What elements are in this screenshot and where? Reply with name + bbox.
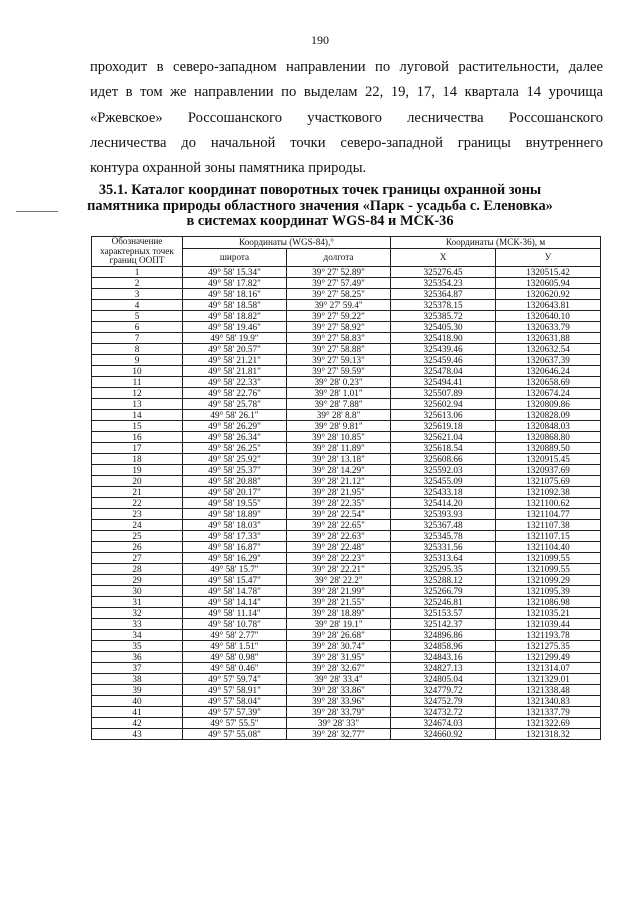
cell-latitude: 49° 58' 18.82" — [183, 310, 287, 321]
paragraph-line: лесничества до начальной точки северо-западной границы внутреннего — [90, 134, 603, 151]
cell-x: 324843.16 — [391, 651, 496, 662]
table-row — [92, 673, 601, 684]
cell-point-number: 8 — [92, 343, 183, 354]
table-row — [92, 310, 601, 321]
paragraph-line: «Ржевское» Россошанского участкового лесничества Россошанского — [90, 109, 603, 126]
cell-x: 325608.66 — [391, 453, 496, 464]
cell-longitude: 39° 28' 13.18" — [287, 453, 391, 464]
table-row — [92, 354, 601, 365]
cell-x: 325276.45 — [391, 266, 496, 277]
cell-x: 324732.72 — [391, 706, 496, 717]
paragraph-line: идет в том же направлении по выделам 22, 19, 17, 14 квартала 14 урочища — [90, 84, 603, 101]
cell-x: 325364.87 — [391, 288, 496, 299]
section-heading — [0, 183, 640, 230]
cell-point-number: 21 — [92, 486, 183, 497]
heading-line: 35.1. Каталог координат поворотных точек границы охранной зоны — [98, 182, 542, 198]
cell-latitude: 49° 58' 15.34" — [183, 266, 287, 277]
table-row — [92, 277, 601, 288]
cell-latitude: 49° 58' 26.29" — [183, 420, 287, 431]
cell-x: 325367.48 — [391, 519, 496, 530]
cell-x: 325618.54 — [391, 442, 496, 453]
cell-longitude: 39° 28' 18.89" — [287, 607, 391, 618]
cell-longitude: 39° 27' 57.49" — [287, 277, 391, 288]
cell-point-number: 28 — [92, 563, 183, 574]
cell-y: 1320640.10 — [496, 310, 601, 321]
cell-x: 325378.15 — [391, 299, 496, 310]
cell-point-number: 37 — [92, 662, 183, 673]
cell-latitude: 49° 58' 0.98" — [183, 651, 287, 662]
cell-point-number: 35 — [92, 640, 183, 651]
cell-y: 1321035.21 — [496, 607, 601, 618]
cell-point-number: 40 — [92, 695, 183, 706]
cell-y: 1321318.32 — [496, 728, 601, 739]
cell-x: 325455.09 — [391, 475, 496, 486]
cell-longitude: 39° 28' 7.88" — [287, 398, 391, 409]
cell-point-number: 1 — [92, 266, 183, 277]
cell-y: 1321107.15 — [496, 530, 601, 541]
cell-latitude: 49° 57' 58.04" — [183, 695, 287, 706]
table-row — [92, 519, 601, 530]
cell-longitude: 39° 28' 22.54" — [287, 508, 391, 519]
cell-longitude: 39° 28' 22.63" — [287, 530, 391, 541]
page-number: 190 — [311, 33, 329, 47]
cell-latitude: 49° 58' 20.17" — [183, 486, 287, 497]
cell-point-number: 10 — [92, 365, 183, 376]
cell-latitude: 49° 58' 18.89" — [183, 508, 287, 519]
cell-latitude: 49° 58' 1.51" — [183, 640, 287, 651]
cell-latitude: 49° 57' 59.74" — [183, 673, 287, 684]
cell-latitude: 49° 58' 19.9" — [183, 332, 287, 343]
cell-x: 325313.64 — [391, 552, 496, 563]
cell-y: 1320632.54 — [496, 343, 601, 354]
cell-x: 324779.72 — [391, 684, 496, 695]
cell-longitude: 39° 28' 26.68" — [287, 629, 391, 640]
table-row — [92, 288, 601, 299]
cell-x: 325592.03 — [391, 464, 496, 475]
cell-latitude: 49° 58' 2.77" — [183, 629, 287, 640]
heading-line: в системах координат WGS-84 и МСК-36 — [186, 213, 454, 229]
cell-y: 1321104.40 — [496, 541, 601, 552]
cell-latitude: 49° 58' 14.14" — [183, 596, 287, 607]
cell-latitude: 49° 58' 20.88" — [183, 475, 287, 486]
cell-longitude: 39° 27' 58.92" — [287, 321, 391, 332]
cell-longitude: 39° 28' 33.86" — [287, 684, 391, 695]
cell-point-number: 4 — [92, 299, 183, 310]
cell-point-number: 27 — [92, 552, 183, 563]
cell-x: 325418.90 — [391, 332, 496, 343]
cell-latitude: 49° 58' 26.1" — [183, 409, 287, 420]
cell-x: 325246.81 — [391, 596, 496, 607]
cell-point-number: 12 — [92, 387, 183, 398]
table-row — [92, 684, 601, 695]
cell-point-number: 9 — [92, 354, 183, 365]
cell-y: 1321099.55 — [496, 563, 601, 574]
cell-point-number: 5 — [92, 310, 183, 321]
table-row — [92, 475, 601, 486]
table-row — [92, 453, 601, 464]
cell-point-number: 20 — [92, 475, 183, 486]
cell-longitude: 39° 28' 1.01" — [287, 387, 391, 398]
cell-y: 1321329.01 — [496, 673, 601, 684]
cell-point-number: 19 — [92, 464, 183, 475]
cell-y: 1320915.45 — [496, 453, 601, 464]
cell-latitude: 49° 58' 19.46" — [183, 321, 287, 332]
table-row — [92, 607, 601, 618]
cell-latitude: 49° 58' 15.7" — [183, 563, 287, 574]
cell-y: 1321107.38 — [496, 519, 601, 530]
cell-longitude: 39° 28' 22.21" — [287, 563, 391, 574]
table-row — [92, 552, 601, 563]
cell-point-number: 41 — [92, 706, 183, 717]
cell-longitude: 39° 28' 21.55" — [287, 596, 391, 607]
cell-x: 325507.89 — [391, 387, 496, 398]
cell-latitude: 49° 58' 17.33" — [183, 530, 287, 541]
cell-longitude: 39° 28' 33.4" — [287, 673, 391, 684]
table-row — [92, 431, 601, 442]
cell-y: 1321099.55 — [496, 552, 601, 563]
cell-longitude: 39° 28' 22.23" — [287, 552, 391, 563]
cell-y: 1321095.39 — [496, 585, 601, 596]
cell-y: 1321322.69 — [496, 717, 601, 728]
cell-y: 1320674.24 — [496, 387, 601, 398]
cell-longitude: 39° 28' 33.79" — [287, 706, 391, 717]
cell-x: 324805.04 — [391, 673, 496, 684]
cell-x: 325494.41 — [391, 376, 496, 387]
cell-point-number: 18 — [92, 453, 183, 464]
table-row — [92, 299, 601, 310]
cell-y: 1321104.77 — [496, 508, 601, 519]
cell-y: 1320937.69 — [496, 464, 601, 475]
cell-y: 1321275.35 — [496, 640, 601, 651]
cell-x: 325405.30 — [391, 321, 496, 332]
cell-point-number: 17 — [92, 442, 183, 453]
cell-latitude: 49° 58' 14.78" — [183, 585, 287, 596]
cell-x: 325439.46 — [391, 343, 496, 354]
cell-y: 1320658.69 — [496, 376, 601, 387]
cell-y: 1320848.03 — [496, 420, 601, 431]
cell-point-number: 33 — [92, 618, 183, 629]
cell-point-number: 34 — [92, 629, 183, 640]
cell-y: 1321193.78 — [496, 629, 601, 640]
cell-x: 324896.86 — [391, 629, 496, 640]
table-row — [92, 387, 601, 398]
table-row — [92, 321, 601, 332]
cell-point-number: 30 — [92, 585, 183, 596]
cell-latitude: 49° 58' 21.21" — [183, 354, 287, 365]
table-row — [92, 530, 601, 541]
cell-point-number: 25 — [92, 530, 183, 541]
table-row — [92, 486, 601, 497]
cell-point-number: 13 — [92, 398, 183, 409]
cell-point-number: 23 — [92, 508, 183, 519]
cell-x: 325354.23 — [391, 277, 496, 288]
cell-latitude: 49° 58' 21.81" — [183, 365, 287, 376]
cell-point-number: 26 — [92, 541, 183, 552]
cell-longitude: 39° 27' 58.88" — [287, 343, 391, 354]
cell-longitude: 39° 28' 10.85" — [287, 431, 391, 442]
cell-x: 324827.13 — [391, 662, 496, 673]
cell-longitude: 39° 28' 21.99" — [287, 585, 391, 596]
cell-longitude: 39° 28' 32.77" — [287, 728, 391, 739]
cell-latitude: 49° 58' 25.92" — [183, 453, 287, 464]
cell-x: 325459.46 — [391, 354, 496, 365]
header-msk36: Координаты (МСК-36), м — [391, 237, 601, 249]
cell-longitude: 39° 27' 52.89" — [287, 266, 391, 277]
cell-longitude: 39° 27' 59.22" — [287, 310, 391, 321]
cell-point-number: 6 — [92, 321, 183, 332]
cell-longitude: 39° 28' 11.89" — [287, 442, 391, 453]
cell-point-number: 32 — [92, 607, 183, 618]
cell-longitude: 39° 28' 22.35" — [287, 497, 391, 508]
cell-x: 325385.72 — [391, 310, 496, 321]
cell-x: 324674.03 — [391, 717, 496, 728]
cell-y: 1321092.38 — [496, 486, 601, 497]
table-row — [92, 420, 601, 431]
coordinates-table — [91, 236, 601, 740]
table-row — [92, 409, 601, 420]
cell-longitude: 39° 28' 22.48" — [287, 541, 391, 552]
cell-point-number: 31 — [92, 596, 183, 607]
table-row — [92, 563, 601, 574]
paragraph-line: проходит в северо-западном направлении по луговой растительности, далее — [90, 59, 603, 75]
cell-latitude: 49° 58' 19.55" — [183, 497, 287, 508]
cell-longitude: 39° 27' 59.13" — [287, 354, 391, 365]
cell-latitude: 49° 58' 18.16" — [183, 288, 287, 299]
cell-y: 1320620.92 — [496, 288, 601, 299]
table-row — [92, 662, 601, 673]
cell-longitude: 39° 28' 22.65" — [287, 519, 391, 530]
cell-latitude: 49° 58' 15.47" — [183, 574, 287, 585]
cell-point-number: 15 — [92, 420, 183, 431]
cell-longitude: 39° 27' 58.25" — [287, 288, 391, 299]
cell-latitude: 49° 57' 57.39" — [183, 706, 287, 717]
cell-x: 325331.56 — [391, 541, 496, 552]
coordinates-table-body — [92, 266, 601, 739]
cell-point-number: 22 — [92, 497, 183, 508]
cell-latitude: 49° 58' 26.25" — [183, 442, 287, 453]
table-row — [92, 651, 601, 662]
cell-longitude: 39° 28' 21.12" — [287, 475, 391, 486]
cell-y: 1320631.88 — [496, 332, 601, 343]
header-wgs84: Координаты (WGS-84),° — [183, 237, 391, 249]
table-row — [92, 464, 601, 475]
cell-point-number: 7 — [92, 332, 183, 343]
cell-point-number: 29 — [92, 574, 183, 585]
cell-longitude: 39° 28' 32.67" — [287, 662, 391, 673]
cell-x: 325393.93 — [391, 508, 496, 519]
cell-y: 1320889.50 — [496, 442, 601, 453]
header-point-designation: Обозначение характерных точек границ ООПТ — [92, 237, 183, 267]
cell-y: 1321338.48 — [496, 684, 601, 695]
cell-x: 324752.79 — [391, 695, 496, 706]
cell-x: 325266.79 — [391, 585, 496, 596]
cell-point-number: 2 — [92, 277, 183, 288]
table-row — [92, 585, 601, 596]
cell-y: 1321299.49 — [496, 651, 601, 662]
cell-longitude: 39° 28' 33.96" — [287, 695, 391, 706]
table-row — [92, 640, 601, 651]
cell-latitude: 49° 58' 17.82" — [183, 277, 287, 288]
paragraph-line: контура охранной зоны памятника природы. — [90, 160, 367, 177]
cell-x: 325295.35 — [391, 563, 496, 574]
cell-longitude: 39° 28' 14.29" — [287, 464, 391, 475]
table-row — [92, 442, 601, 453]
cell-y: 1321086.98 — [496, 596, 601, 607]
header-x: X — [391, 249, 496, 266]
cell-y: 1320809.86 — [496, 398, 601, 409]
cell-latitude: 49° 58' 18.58" — [183, 299, 287, 310]
cell-y: 1320646.24 — [496, 365, 601, 376]
cell-point-number: 11 — [92, 376, 183, 387]
body-paragraph — [90, 55, 603, 181]
cell-longitude: 39° 27' 59.59" — [287, 365, 391, 376]
cell-longitude: 39° 28' 30.74" — [287, 640, 391, 651]
cell-y: 1321100.62 — [496, 497, 601, 508]
cell-x: 325613.06 — [391, 409, 496, 420]
cell-y: 1320868.80 — [496, 431, 601, 442]
cell-longitude: 39° 28' 0.23" — [287, 376, 391, 387]
cell-longitude: 39° 28' 8.8" — [287, 409, 391, 420]
cell-y: 1320605.94 — [496, 277, 601, 288]
cell-longitude: 39° 28' 33" — [287, 717, 391, 728]
cell-x: 325433.18 — [391, 486, 496, 497]
cell-point-number: 24 — [92, 519, 183, 530]
cell-point-number: 16 — [92, 431, 183, 442]
table-row — [92, 332, 601, 343]
cell-latitude: 49° 58' 22.76" — [183, 387, 287, 398]
cell-x: 324858.96 — [391, 640, 496, 651]
table-row — [92, 365, 601, 376]
cell-latitude: 49° 58' 25.78" — [183, 398, 287, 409]
cell-y: 1321039.44 — [496, 618, 601, 629]
cell-latitude: 49° 57' 55.08" — [183, 728, 287, 739]
cell-latitude: 49° 58' 26.34" — [183, 431, 287, 442]
cell-point-number: 14 — [92, 409, 183, 420]
table-row — [92, 629, 601, 640]
table-row — [92, 508, 601, 519]
cell-y: 1321337.79 — [496, 706, 601, 717]
table-row — [92, 541, 601, 552]
table-row — [92, 574, 601, 585]
cell-point-number: 38 — [92, 673, 183, 684]
cell-y: 1320637.39 — [496, 354, 601, 365]
cell-latitude: 49° 58' 20.57" — [183, 343, 287, 354]
cell-longitude: 39° 27' 59.4" — [287, 299, 391, 310]
cell-x: 325621.04 — [391, 431, 496, 442]
cell-latitude: 49° 58' 10.78" — [183, 618, 287, 629]
header-y: У — [496, 249, 601, 266]
cell-longitude: 39° 28' 31.95" — [287, 651, 391, 662]
table-row — [92, 266, 601, 277]
cell-y: 1321314.07 — [496, 662, 601, 673]
header-latitude: широта — [183, 249, 287, 266]
cell-x: 325619.18 — [391, 420, 496, 431]
cell-y: 1321099.29 — [496, 574, 601, 585]
cell-y: 1320643.81 — [496, 299, 601, 310]
cell-x: 325288.12 — [391, 574, 496, 585]
table-row — [92, 706, 601, 717]
cell-latitude: 49° 58' 25.37" — [183, 464, 287, 475]
cell-y: 1320633.79 — [496, 321, 601, 332]
table-row — [92, 596, 601, 607]
cell-y: 1320828.09 — [496, 409, 601, 420]
cell-y: 1320515.42 — [496, 266, 601, 277]
table-row — [92, 343, 601, 354]
table-row — [92, 618, 601, 629]
header-longitude: долгота — [287, 249, 391, 266]
cell-point-number: 3 — [92, 288, 183, 299]
cell-x: 325602.94 — [391, 398, 496, 409]
cell-latitude: 49° 58' 16.29" — [183, 552, 287, 563]
cell-x: 325414.20 — [391, 497, 496, 508]
cell-point-number: 39 — [92, 684, 183, 695]
cell-x: 324660.92 — [391, 728, 496, 739]
cell-latitude: 49° 58' 18.03" — [183, 519, 287, 530]
cell-x: 325153.57 — [391, 607, 496, 618]
table-row — [92, 376, 601, 387]
cell-latitude: 49° 58' 22.33" — [183, 376, 287, 387]
cell-x: 325142.37 — [391, 618, 496, 629]
table-row — [92, 728, 601, 739]
cell-x: 325345.78 — [391, 530, 496, 541]
table-row — [92, 717, 601, 728]
heading-line: памятника природы областного значения «Парк - усадьба с. Еленовка» — [87, 197, 553, 214]
cell-point-number: 42 — [92, 717, 183, 728]
cell-latitude: 49° 57' 58.91" — [183, 684, 287, 695]
cell-longitude: 39° 28' 9.81" — [287, 420, 391, 431]
cell-point-number: 43 — [92, 728, 183, 739]
cell-y: 1321340.83 — [496, 695, 601, 706]
cell-point-number: 36 — [92, 651, 183, 662]
table-row — [92, 497, 601, 508]
cell-x: 325478.04 — [391, 365, 496, 376]
cell-longitude: 39° 28' 22.2" — [287, 574, 391, 585]
cell-longitude: 39° 27' 58.83" — [287, 332, 391, 343]
cell-y: 1321075.69 — [496, 475, 601, 486]
cell-longitude: 39° 28' 21.95" — [287, 486, 391, 497]
cell-latitude: 49° 58' 0.46" — [183, 662, 287, 673]
cell-longitude: 39° 28' 19.1" — [287, 618, 391, 629]
table-row — [92, 398, 601, 409]
table-row — [92, 695, 601, 706]
cell-latitude: 49° 58' 11.14" — [183, 607, 287, 618]
cell-latitude: 49° 57' 55.5" — [183, 717, 287, 728]
cell-latitude: 49° 58' 16.87" — [183, 541, 287, 552]
